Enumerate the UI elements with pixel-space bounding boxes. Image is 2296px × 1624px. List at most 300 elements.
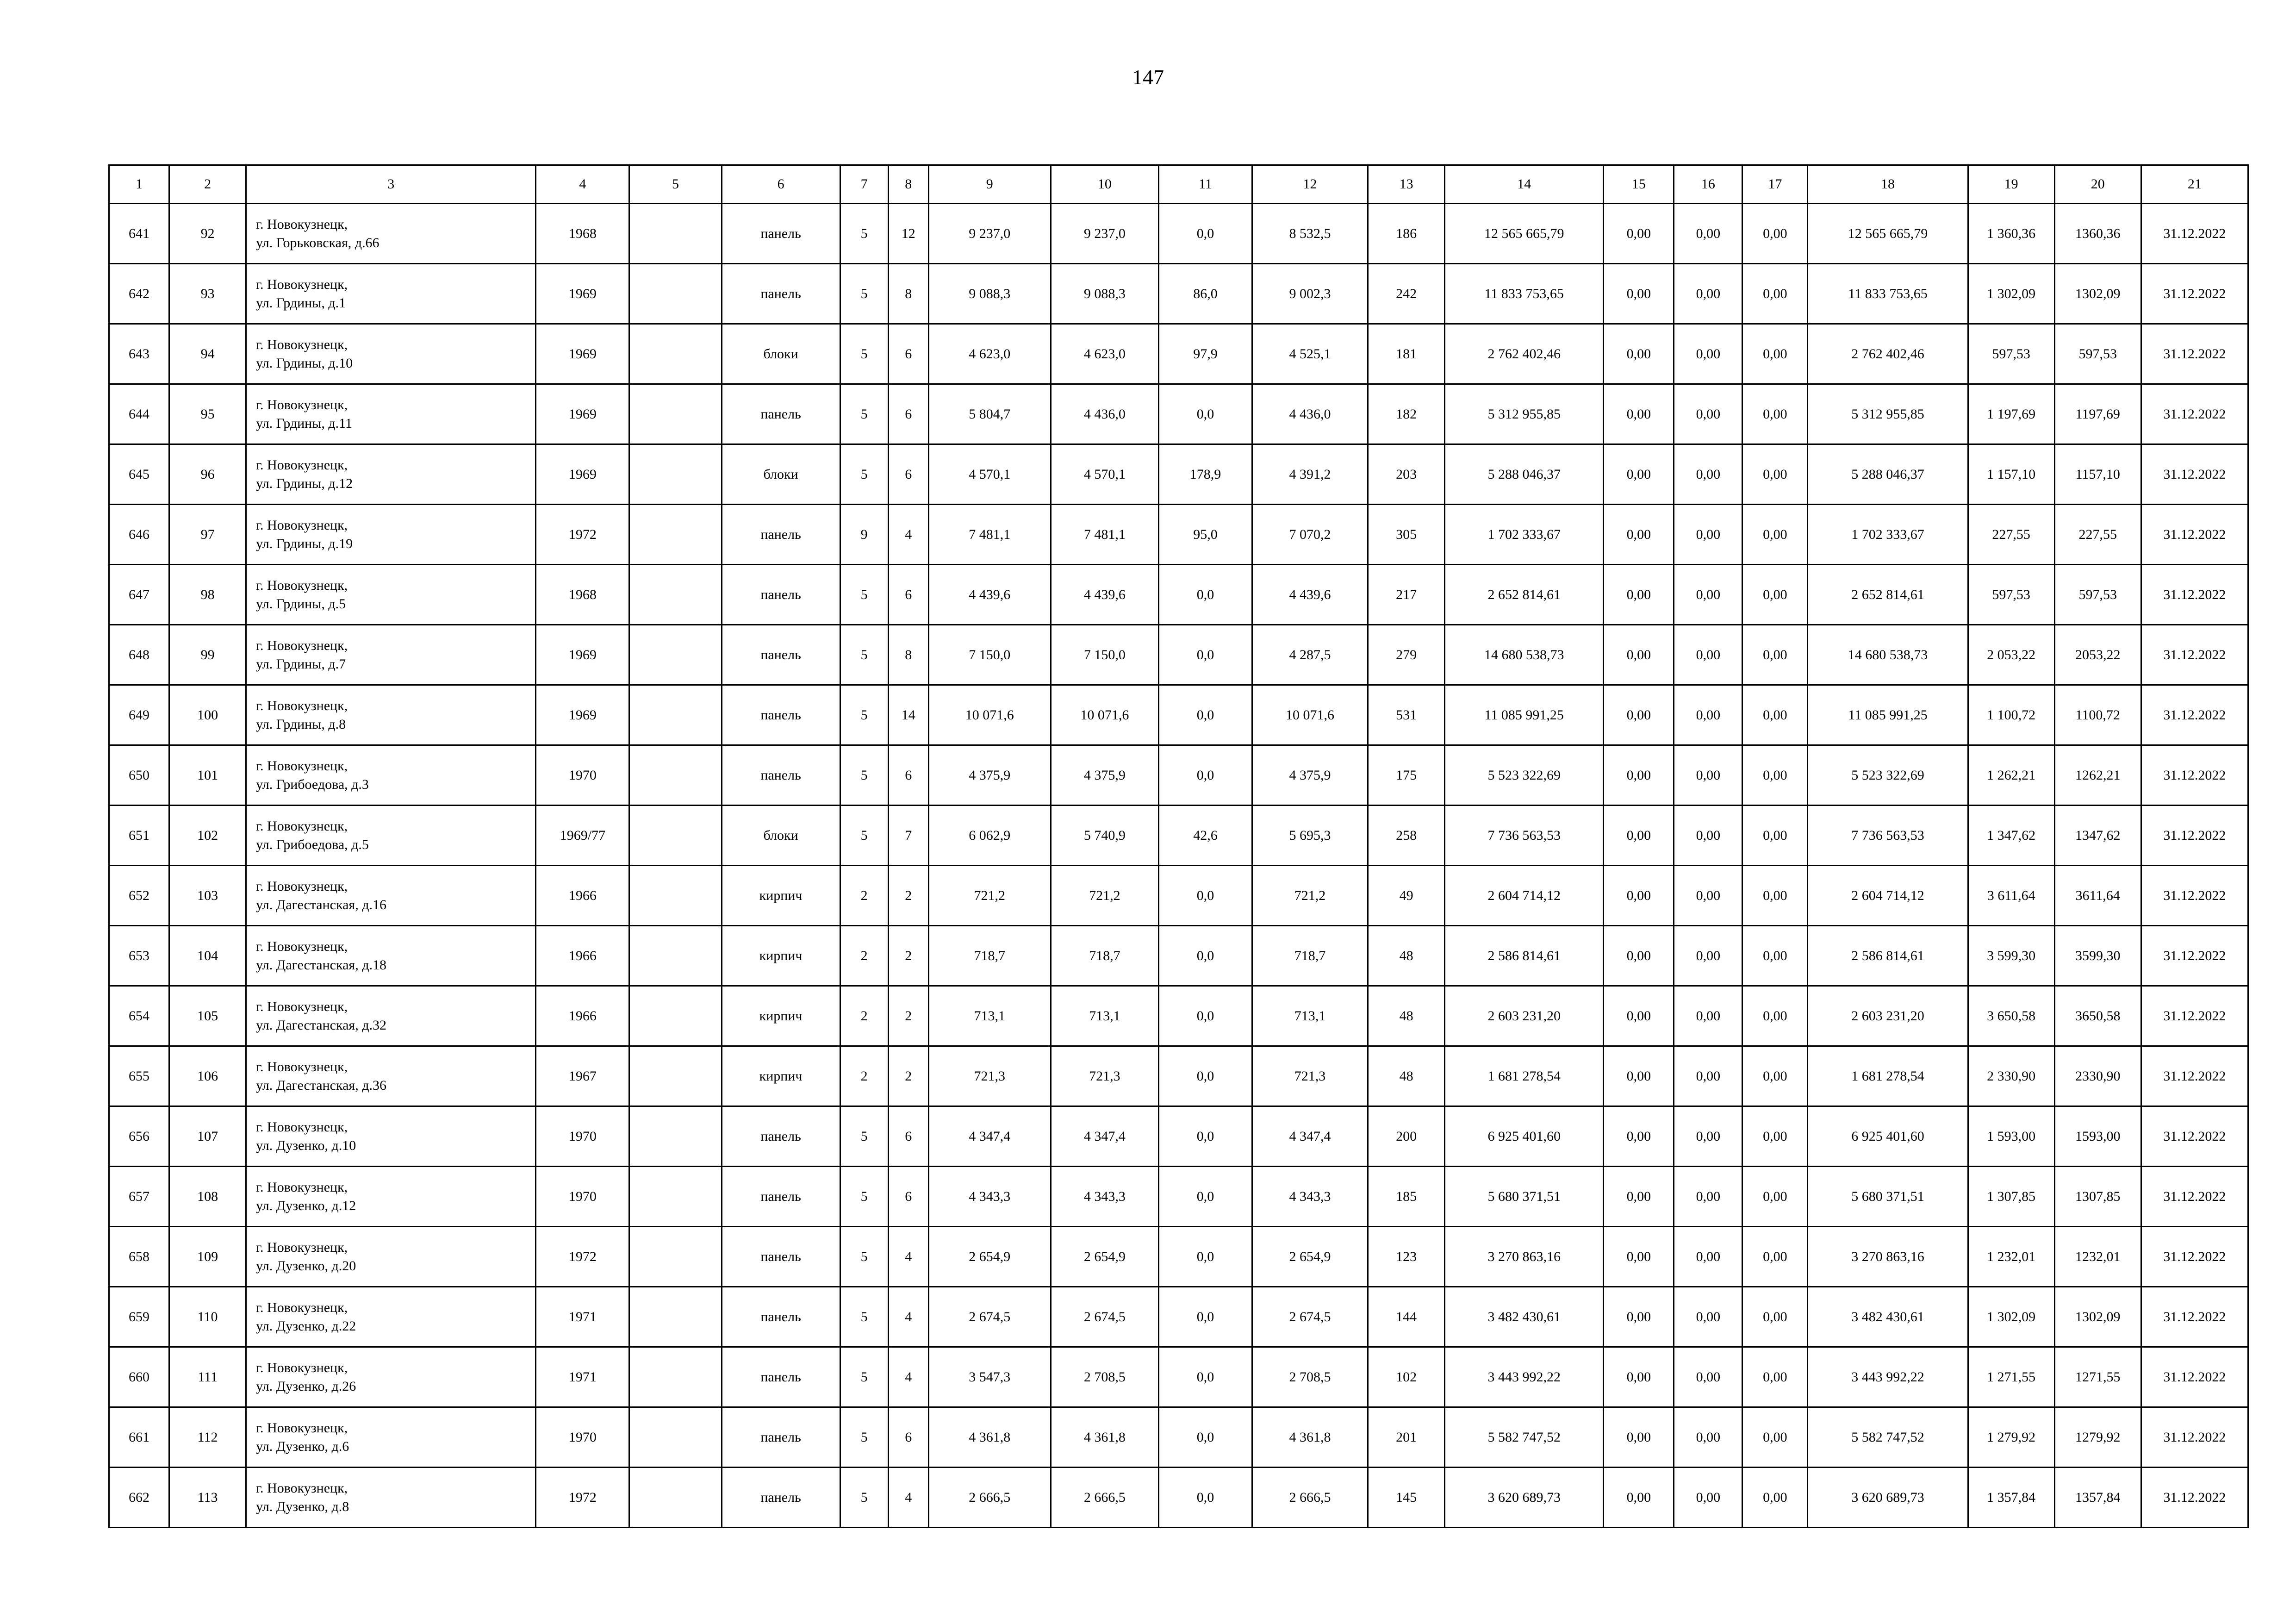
cell-col-4: 1969	[536, 324, 629, 384]
cell-col-10: 4 570,1	[1051, 444, 1158, 505]
cell-col-7: 2	[840, 866, 888, 926]
cell-col-16: 0,00	[1674, 745, 1742, 806]
cell-col-11: 0,0	[1158, 685, 1252, 745]
cell-col-13: 531	[1368, 685, 1445, 745]
table-row	[109, 625, 2248, 685]
cell-col-16: 0,00	[1674, 384, 1742, 444]
cell-col-16: 0,00	[1674, 324, 1742, 384]
cell-col-14: 3 270 863,16	[1445, 1227, 1604, 1287]
table-row	[109, 204, 2248, 264]
cell-col-17: 0,00	[1742, 745, 1808, 806]
address-cell	[246, 1468, 536, 1528]
cell-col-5	[629, 384, 722, 444]
cell-col-8: 6	[888, 444, 928, 505]
cell-col-9: 4 375,9	[928, 745, 1051, 806]
table-row	[109, 1347, 2248, 1407]
cell-col-18: 1 681 278,54	[1808, 1046, 1968, 1106]
cell-col-6: панель	[722, 1227, 840, 1287]
cell-col-20: 3650,58	[2054, 986, 2141, 1046]
cell-col-5	[629, 926, 722, 986]
address-street: ул. Грдины, д.1	[256, 295, 346, 311]
cell-col-4: 1969	[536, 625, 629, 685]
cell-col-15: 0,00	[1604, 565, 1674, 625]
cell-col-14: 5 312 955,85	[1445, 384, 1604, 444]
cell-col-6: панель	[722, 1407, 840, 1468]
cell-col-11: 86,0	[1158, 264, 1252, 324]
cell-col-15: 0,00	[1604, 204, 1674, 264]
address-city: г. Новокузнецк,	[256, 216, 348, 232]
cell-col-21: 31.12.2022	[2141, 625, 2248, 685]
cell-col-6: кирпич	[722, 1046, 840, 1106]
cell-col-12: 2 654,9	[1252, 1227, 1368, 1287]
cell-col-5	[629, 264, 722, 324]
cell-col-9: 10 071,6	[928, 685, 1051, 745]
cell-col-21: 31.12.2022	[2141, 264, 2248, 324]
cell-col-13: 182	[1368, 384, 1445, 444]
cell-col-11: 0,0	[1158, 1407, 1252, 1468]
cell-col-14: 1 702 333,67	[1445, 505, 1604, 565]
address-cell	[246, 986, 536, 1046]
cell-col-20: 1232,01	[2054, 1227, 2141, 1287]
cell-col-1: 659	[109, 1287, 169, 1347]
cell-col-11: 0,0	[1158, 1167, 1252, 1227]
cell-col-12: 721,3	[1252, 1046, 1368, 1106]
cell-col-15: 0,00	[1604, 986, 1674, 1046]
cell-col-21: 31.12.2022	[2141, 866, 2248, 926]
address-city: г. Новокузнецк,	[256, 698, 348, 713]
cell-col-2: 107	[169, 1106, 246, 1167]
cell-col-14: 2 762 402,46	[1445, 324, 1604, 384]
cell-col-16: 0,00	[1674, 986, 1742, 1046]
cell-col-10: 4 347,4	[1051, 1106, 1158, 1167]
cell-col-9: 7 150,0	[928, 625, 1051, 685]
cell-col-1: 646	[109, 505, 169, 565]
address-cell	[246, 565, 536, 625]
cell-col-13: 181	[1368, 324, 1445, 384]
cell-col-17: 0,00	[1742, 264, 1808, 324]
cell-col-13: 305	[1368, 505, 1445, 565]
cell-col-10: 2 708,5	[1051, 1347, 1158, 1407]
table-row	[109, 505, 2248, 565]
page-number: 147	[1132, 65, 1164, 89]
cell-col-6: панель	[722, 1167, 840, 1227]
cell-col-8: 6	[888, 1106, 928, 1167]
column-header: 7	[840, 165, 888, 204]
cell-col-12: 4 375,9	[1252, 745, 1368, 806]
address-city: г. Новокузнецк,	[256, 758, 348, 774]
cell-col-1: 650	[109, 745, 169, 806]
cell-col-5	[629, 1227, 722, 1287]
address-city: г. Новокузнецк,	[256, 878, 348, 894]
cell-col-10: 4 343,3	[1051, 1167, 1158, 1227]
cell-col-2: 106	[169, 1046, 246, 1106]
address-cell	[246, 806, 536, 866]
column-header: 9	[928, 165, 1051, 204]
cell-col-14: 5 288 046,37	[1445, 444, 1604, 505]
cell-col-18: 14 680 538,73	[1808, 625, 1968, 685]
cell-col-17: 0,00	[1742, 685, 1808, 745]
address-cell	[246, 625, 536, 685]
column-header: 2	[169, 165, 246, 204]
cell-col-7: 5	[840, 1106, 888, 1167]
address-cell	[246, 1167, 536, 1227]
cell-col-9: 4 623,0	[928, 324, 1051, 384]
cell-col-17: 0,00	[1742, 1167, 1808, 1227]
cell-col-8: 2	[888, 986, 928, 1046]
cell-col-17: 0,00	[1742, 1106, 1808, 1167]
cell-col-21: 31.12.2022	[2141, 204, 2248, 264]
cell-col-21: 31.12.2022	[2141, 1407, 2248, 1468]
cell-col-18: 2 652 814,61	[1808, 565, 1968, 625]
cell-col-19: 3 599,30	[1968, 926, 2054, 986]
cell-col-17: 0,00	[1742, 1347, 1808, 1407]
cell-col-7: 5	[840, 264, 888, 324]
cell-col-8: 6	[888, 1167, 928, 1227]
address-city: г. Новокузнецк,	[256, 276, 348, 292]
cell-col-9: 4 361,8	[928, 1407, 1051, 1468]
table-row	[109, 685, 2248, 745]
cell-col-11: 0,0	[1158, 204, 1252, 264]
cell-col-16: 0,00	[1674, 264, 1742, 324]
cell-col-19: 1 157,10	[1968, 444, 2054, 505]
cell-col-10: 4 439,6	[1051, 565, 1158, 625]
address-street: ул. Грдины, д.7	[256, 656, 346, 672]
cell-col-8: 14	[888, 685, 928, 745]
cell-col-7: 5	[840, 1167, 888, 1227]
cell-col-19: 597,53	[1968, 324, 2054, 384]
cell-col-6: кирпич	[722, 986, 840, 1046]
column-header: 18	[1808, 165, 1968, 204]
cell-col-2: 93	[169, 264, 246, 324]
cell-col-16: 0,00	[1674, 1347, 1742, 1407]
cell-col-4: 1972	[536, 505, 629, 565]
cell-col-13: 48	[1368, 926, 1445, 986]
cell-col-8: 8	[888, 264, 928, 324]
cell-col-18: 3 443 992,22	[1808, 1347, 1968, 1407]
cell-col-12: 721,2	[1252, 866, 1368, 926]
cell-col-2: 101	[169, 745, 246, 806]
table-body	[109, 204, 2248, 1528]
column-header: 17	[1742, 165, 1808, 204]
cell-col-8: 8	[888, 625, 928, 685]
cell-col-7: 5	[840, 1468, 888, 1528]
cell-col-13: 175	[1368, 745, 1445, 806]
cell-col-17: 0,00	[1742, 625, 1808, 685]
cell-col-19: 597,53	[1968, 565, 2054, 625]
address-cell	[246, 1407, 536, 1468]
cell-col-20: 2330,90	[2054, 1046, 2141, 1106]
cell-col-21: 31.12.2022	[2141, 926, 2248, 986]
cell-col-1: 651	[109, 806, 169, 866]
table-row	[109, 1468, 2248, 1528]
cell-col-20: 1302,09	[2054, 264, 2141, 324]
address-city: г. Новокузнецк,	[256, 1480, 348, 1496]
cell-col-5	[629, 565, 722, 625]
cell-col-21: 31.12.2022	[2141, 745, 2248, 806]
cell-col-16: 0,00	[1674, 505, 1742, 565]
cell-col-14: 5 680 371,51	[1445, 1167, 1604, 1227]
address-street: ул. Дузенко, д.26	[256, 1378, 356, 1394]
address-city: г. Новокузнецк,	[256, 1360, 348, 1375]
column-header: 13	[1368, 165, 1445, 204]
cell-col-8: 6	[888, 324, 928, 384]
cell-col-5	[629, 625, 722, 685]
cell-col-17: 0,00	[1742, 204, 1808, 264]
cell-col-4: 1969	[536, 384, 629, 444]
cell-col-18: 5 680 371,51	[1808, 1167, 1968, 1227]
cell-col-18: 3 270 863,16	[1808, 1227, 1968, 1287]
cell-col-20: 1307,85	[2054, 1167, 2141, 1227]
cell-col-17: 0,00	[1742, 384, 1808, 444]
cell-col-9: 7 481,1	[928, 505, 1051, 565]
address-cell	[246, 204, 536, 264]
cell-col-9: 4 570,1	[928, 444, 1051, 505]
cell-col-2: 100	[169, 685, 246, 745]
cell-col-13: 102	[1368, 1347, 1445, 1407]
cell-col-19: 1 302,09	[1968, 1287, 2054, 1347]
cell-col-4: 1968	[536, 204, 629, 264]
cell-col-21: 31.12.2022	[2141, 1468, 2248, 1528]
cell-col-10: 721,3	[1051, 1046, 1158, 1106]
cell-col-13: 200	[1368, 1106, 1445, 1167]
cell-col-7: 5	[840, 204, 888, 264]
cell-col-4: 1970	[536, 1106, 629, 1167]
cell-col-20: 1279,92	[2054, 1407, 2141, 1468]
cell-col-7: 2	[840, 986, 888, 1046]
cell-col-16: 0,00	[1674, 625, 1742, 685]
cell-col-14: 11 085 991,25	[1445, 685, 1604, 745]
cell-col-19: 1 232,01	[1968, 1227, 2054, 1287]
cell-col-4: 1967	[536, 1046, 629, 1106]
cell-col-10: 7 481,1	[1051, 505, 1158, 565]
address-cell	[246, 1347, 536, 1407]
cell-col-14: 2 586 814,61	[1445, 926, 1604, 986]
cell-col-19: 1 307,85	[1968, 1167, 2054, 1227]
cell-col-15: 0,00	[1604, 264, 1674, 324]
cell-col-1: 660	[109, 1347, 169, 1407]
cell-col-18: 7 736 563,53	[1808, 806, 1968, 866]
cell-col-18: 2 604 714,12	[1808, 866, 1968, 926]
cell-col-10: 4 623,0	[1051, 324, 1158, 384]
address-street: ул. Дагестанская, д.18	[256, 957, 386, 973]
cell-col-14: 14 680 538,73	[1445, 625, 1604, 685]
cell-col-5	[629, 1347, 722, 1407]
cell-col-2: 111	[169, 1347, 246, 1407]
cell-col-14: 7 736 563,53	[1445, 806, 1604, 866]
cell-col-13: 203	[1368, 444, 1445, 505]
cell-col-1: 657	[109, 1167, 169, 1227]
address-street: ул. Дузенко, д.10	[256, 1137, 356, 1153]
cell-col-8: 7	[888, 806, 928, 866]
cell-col-6: блоки	[722, 806, 840, 866]
cell-col-11: 0,0	[1158, 986, 1252, 1046]
cell-col-5	[629, 1046, 722, 1106]
address-street: ул. Дузенко, д.22	[256, 1318, 356, 1334]
cell-col-8: 6	[888, 1407, 928, 1468]
cell-col-12: 8 532,5	[1252, 204, 1368, 264]
cell-col-5	[629, 324, 722, 384]
cell-col-16: 0,00	[1674, 444, 1742, 505]
cell-col-11: 0,0	[1158, 1287, 1252, 1347]
address-city: г. Новокузнецк,	[256, 337, 348, 352]
address-city: г. Новокузнецк,	[256, 999, 348, 1014]
cell-col-18: 5 582 747,52	[1808, 1407, 1968, 1468]
cell-col-6: панель	[722, 745, 840, 806]
column-header: 6	[722, 165, 840, 204]
cell-col-16: 0,00	[1674, 1046, 1742, 1106]
address-city: г. Новокузнецк,	[256, 938, 348, 954]
address-street: ул. Грдины, д.8	[256, 716, 346, 732]
cell-col-20: 1357,84	[2054, 1468, 2141, 1528]
cell-col-18: 5 288 046,37	[1808, 444, 1968, 505]
cell-col-7: 5	[840, 1287, 888, 1347]
cell-col-11: 0,0	[1158, 866, 1252, 926]
cell-col-15: 0,00	[1604, 324, 1674, 384]
cell-col-12: 5 695,3	[1252, 806, 1368, 866]
cell-col-20: 597,53	[2054, 565, 2141, 625]
cell-col-5	[629, 1167, 722, 1227]
cell-col-6: панель	[722, 204, 840, 264]
table-row	[109, 384, 2248, 444]
cell-col-4: 1969	[536, 264, 629, 324]
cell-col-10: 2 654,9	[1051, 1227, 1158, 1287]
cell-col-16: 0,00	[1674, 866, 1742, 926]
cell-col-1: 653	[109, 926, 169, 986]
cell-col-21: 31.12.2022	[2141, 1227, 2248, 1287]
cell-col-17: 0,00	[1742, 866, 1808, 926]
address-city: г. Новокузнецк,	[256, 397, 348, 412]
column-header: 4	[536, 165, 629, 204]
address-street: ул. Дагестанская, д.32	[256, 1017, 386, 1033]
cell-col-20: 1157,10	[2054, 444, 2141, 505]
cell-col-17: 0,00	[1742, 806, 1808, 866]
cell-col-20: 2053,22	[2054, 625, 2141, 685]
cell-col-15: 0,00	[1604, 806, 1674, 866]
cell-col-13: 185	[1368, 1167, 1445, 1227]
cell-col-16: 0,00	[1674, 1407, 1742, 1468]
cell-col-17: 0,00	[1742, 1407, 1808, 1468]
cell-col-18: 12 565 665,79	[1808, 204, 1968, 264]
address-cell	[246, 444, 536, 505]
cell-col-4: 1971	[536, 1347, 629, 1407]
cell-col-20: 1347,62	[2054, 806, 2141, 866]
cell-col-10: 2 674,5	[1051, 1287, 1158, 1347]
cell-col-13: 48	[1368, 1046, 1445, 1106]
cell-col-8: 6	[888, 745, 928, 806]
cell-col-20: 3611,64	[2054, 866, 2141, 926]
cell-col-12: 4 439,6	[1252, 565, 1368, 625]
cell-col-6: блоки	[722, 324, 840, 384]
cell-col-9: 4 439,6	[928, 565, 1051, 625]
cell-col-5	[629, 204, 722, 264]
cell-col-13: 145	[1368, 1468, 1445, 1528]
table-row	[109, 1407, 2248, 1468]
address-cell	[246, 264, 536, 324]
cell-col-9: 713,1	[928, 986, 1051, 1046]
cell-col-21: 31.12.2022	[2141, 1106, 2248, 1167]
table-row	[109, 745, 2248, 806]
cell-col-18: 11 833 753,65	[1808, 264, 1968, 324]
cell-col-11: 0,0	[1158, 1227, 1252, 1287]
cell-col-13: 217	[1368, 565, 1445, 625]
column-header: 21	[2141, 165, 2248, 204]
cell-col-7: 2	[840, 926, 888, 986]
cell-col-18: 3 620 689,73	[1808, 1468, 1968, 1528]
cell-col-12: 4 361,8	[1252, 1407, 1368, 1468]
cell-col-19: 1 357,84	[1968, 1468, 2054, 1528]
address-street: ул. Грибоедова, д.3	[256, 776, 369, 792]
cell-col-12: 4 287,5	[1252, 625, 1368, 685]
table-row	[109, 1287, 2248, 1347]
cell-col-6: панель	[722, 685, 840, 745]
cell-col-11: 0,0	[1158, 1046, 1252, 1106]
cell-col-1: 648	[109, 625, 169, 685]
cell-col-20: 1262,21	[2054, 745, 2141, 806]
cell-col-17: 0,00	[1742, 1046, 1808, 1106]
cell-col-19: 1 262,21	[1968, 745, 2054, 806]
cell-col-5	[629, 806, 722, 866]
address-street: ул. Грдины, д.5	[256, 596, 346, 612]
cell-col-20: 1197,69	[2054, 384, 2141, 444]
cell-col-4: 1969	[536, 444, 629, 505]
cell-col-14: 12 565 665,79	[1445, 204, 1604, 264]
address-city: г. Новокузнецк,	[256, 637, 348, 653]
cell-col-15: 0,00	[1604, 1167, 1674, 1227]
cell-col-8: 4	[888, 1347, 928, 1407]
address-cell	[246, 926, 536, 986]
cell-col-1: 661	[109, 1407, 169, 1468]
cell-col-7: 9	[840, 505, 888, 565]
cell-col-2: 96	[169, 444, 246, 505]
column-header: 16	[1674, 165, 1742, 204]
cell-col-4: 1970	[536, 1407, 629, 1468]
cell-col-1: 649	[109, 685, 169, 745]
cell-col-2: 113	[169, 1468, 246, 1528]
cell-col-21: 31.12.2022	[2141, 1347, 2248, 1407]
cell-col-12: 9 002,3	[1252, 264, 1368, 324]
table-row	[109, 986, 2248, 1046]
address-city: г. Новокузнецк,	[256, 1239, 348, 1255]
cell-col-10: 721,2	[1051, 866, 1158, 926]
address-street: ул. Дузенко, д.12	[256, 1198, 356, 1213]
cell-col-15: 0,00	[1604, 1468, 1674, 1528]
cell-col-19: 1 347,62	[1968, 806, 2054, 866]
address-street: ул. Грдины, д.11	[256, 415, 352, 431]
cell-col-8: 4	[888, 505, 928, 565]
cell-col-12: 2 674,5	[1252, 1287, 1368, 1347]
address-cell	[246, 745, 536, 806]
address-city: г. Новокузнецк,	[256, 1179, 348, 1195]
cell-col-19: 2 330,90	[1968, 1046, 2054, 1106]
cell-col-2: 94	[169, 324, 246, 384]
column-header: 10	[1051, 165, 1158, 204]
cell-col-11: 97,9	[1158, 324, 1252, 384]
cell-col-21: 31.12.2022	[2141, 1167, 2248, 1227]
cell-col-6: панель	[722, 264, 840, 324]
cell-col-10: 5 740,9	[1051, 806, 1158, 866]
address-cell	[246, 324, 536, 384]
cell-col-15: 0,00	[1604, 505, 1674, 565]
cell-col-2: 102	[169, 806, 246, 866]
cell-col-14: 2 652 814,61	[1445, 565, 1604, 625]
cell-col-13: 201	[1368, 1407, 1445, 1468]
cell-col-14: 3 620 689,73	[1445, 1468, 1604, 1528]
cell-col-18: 2 586 814,61	[1808, 926, 1968, 986]
cell-col-6: панель	[722, 384, 840, 444]
cell-col-16: 0,00	[1674, 1167, 1742, 1227]
address-street: ул. Дузенко, д.6	[256, 1438, 349, 1454]
address-street: ул. Грдины, д.12	[256, 475, 353, 491]
